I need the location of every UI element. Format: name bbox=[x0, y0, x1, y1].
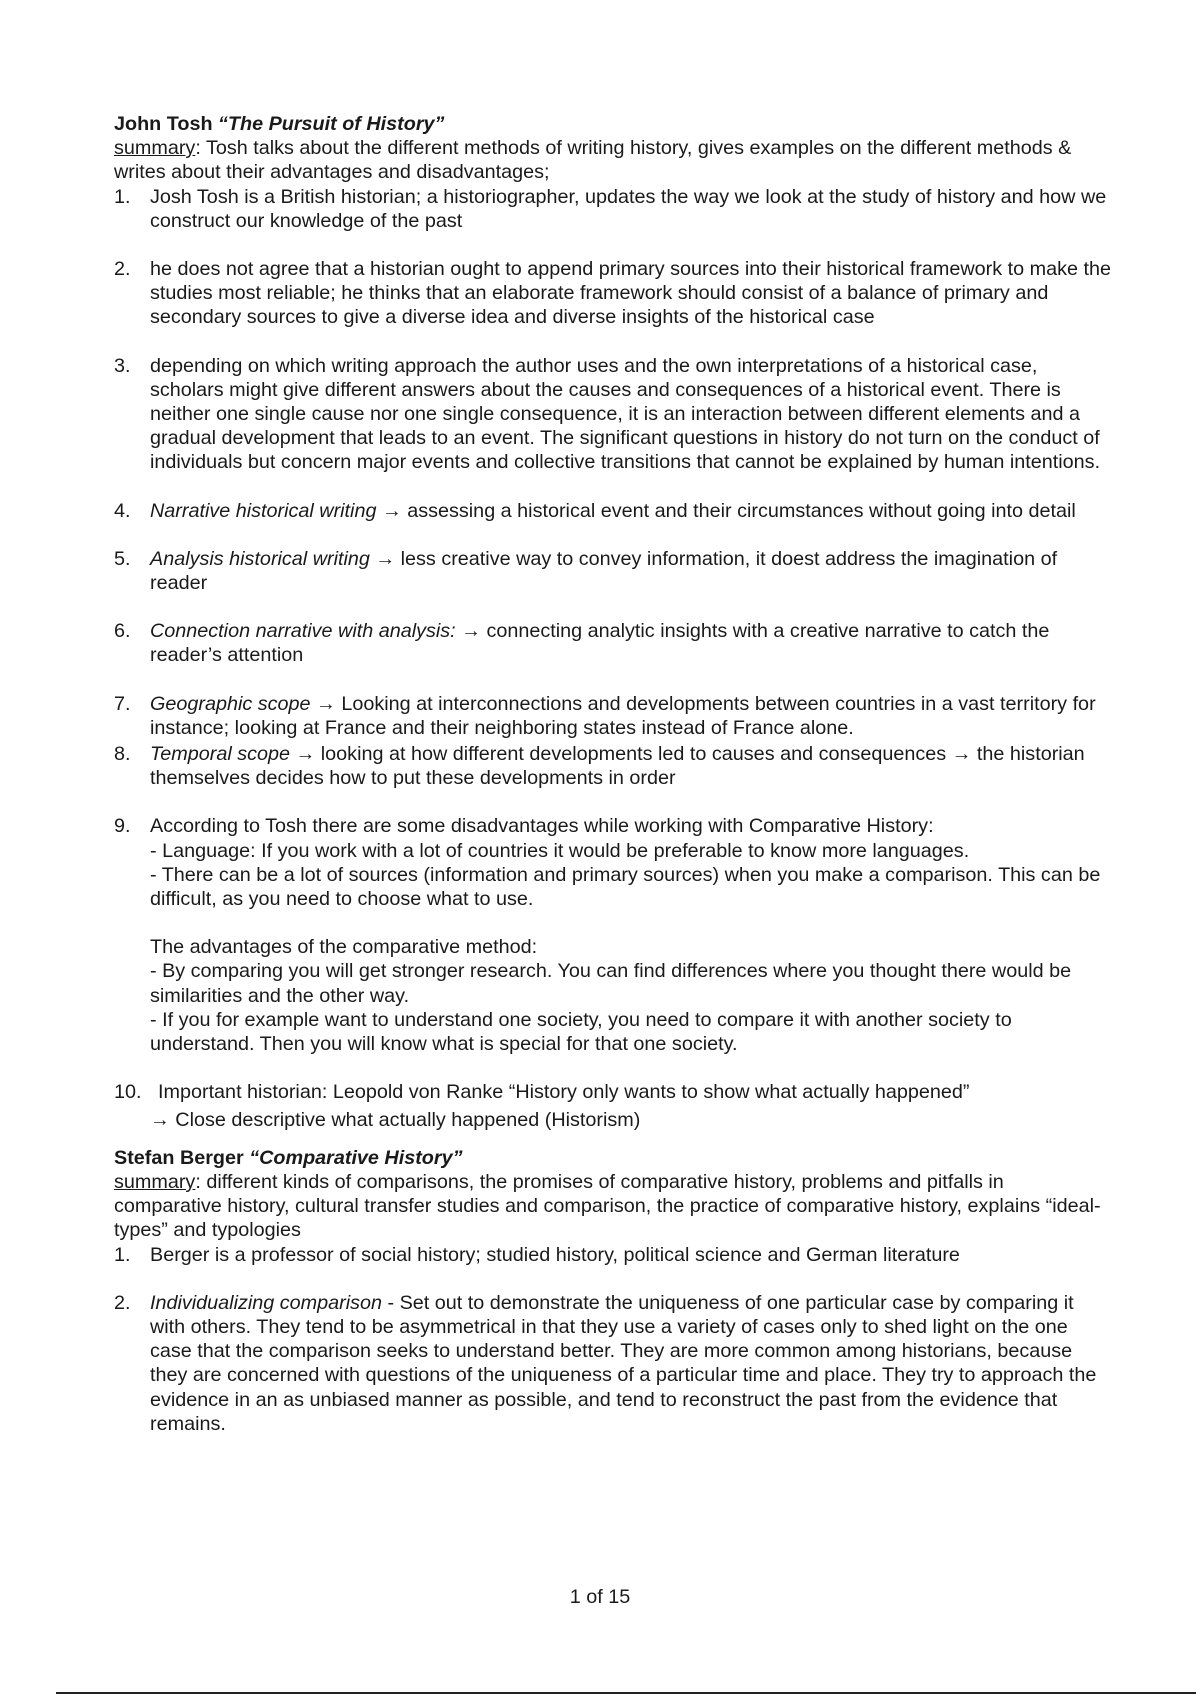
item-text: → Close descriptive what actually happened (Historism) bbox=[150, 1108, 641, 1131]
item-term: Analysis historical writing bbox=[150, 547, 370, 570]
tosh-section-title bbox=[114, 112, 1114, 136]
item-text: Josh Tosh is a British historian; a historiographer, updates the way we look at the study of history and how we construct our knowledge of the past bbox=[150, 185, 1107, 232]
item-text: depending on which writing approach the author uses and the own interpretations of a historical case, scholars might give different answers about the causes and consequences of a historical event. There is neither one single cause nor one single consequence, it is an interaction between different elements and a gradual development that leads to an event. The significant questions in history do not turn on the conduct of individuals but concern major events and collective transitions that cannot be explained by human intentions. bbox=[150, 354, 1101, 474]
item-text: Berger is a professor of social history; studied history, political science and German literature bbox=[150, 1243, 960, 1266]
item-term: Connection narrative with analysis: bbox=[150, 620, 456, 643]
list-item bbox=[114, 185, 1114, 233]
berger-summary-text: : different kinds of comparisons, the promises of comparative history, problems and pitfalls in comparative history, cultural transfer studies and comparison, the practice of comparative history, explains “ideal-types” and typologies bbox=[114, 1170, 1101, 1242]
page-number: 1 of 15 bbox=[569, 1586, 631, 1608]
list-item bbox=[114, 619, 1114, 667]
list-item bbox=[114, 257, 1114, 330]
item-text: - If you for example want to understand one society, you need to compare it with another society to understand. Then you will know what is special for that one society. bbox=[150, 1008, 1012, 1056]
item-text: he does not agree that a historian ought to append primary sources into their historical framework to make the studies most reliable; he thinks that an elaborate framework should consist of a balance of primary and secondary sources to give a diverse idea and diverse insights of the historical case bbox=[150, 258, 1112, 329]
item-number: 6. bbox=[114, 620, 131, 643]
berger-author: Stefan Berger bbox=[114, 1146, 250, 1169]
item-text: - Set out to demonstrate the uniqueness of one particular case by comparing it with others. They tend to be asymmetrical in that they use a variety of cases only to shed light on the one case that the comparison seeks to understand better. They are more common among historians, because they are concerned with questions of the uniqueness of a particular time and place. They try to approach the evidence in an as unbiased manner as possible, and tend to reconstruct the past from the evidence that remains. bbox=[150, 1291, 1097, 1435]
item-number: 7. bbox=[114, 692, 131, 715]
item-number: 8. bbox=[114, 743, 131, 766]
tosh-list bbox=[114, 185, 1114, 1132]
item-number: 2. bbox=[114, 258, 131, 281]
tosh-author: John Tosh bbox=[114, 113, 219, 135]
tosh-summary bbox=[114, 136, 1114, 184]
item-text: - There can be a lot of sources (information and primary sources) when you make a comparison. This can be difficult, as you need to choose what to use. bbox=[150, 863, 1101, 911]
berger-work-title: “Comparative History” bbox=[249, 1146, 463, 1169]
item-term: Narrative historical writing bbox=[150, 499, 377, 522]
item-number: 3. bbox=[114, 354, 131, 377]
list-item bbox=[114, 742, 1114, 790]
item-number: 4. bbox=[114, 499, 131, 522]
item-text: → Looking at interconnections and developments between countries in a vast territory for instance; looking at France and their neighboring states instead of France alone. bbox=[150, 692, 1096, 739]
list-item bbox=[114, 814, 1114, 1056]
item-text: The advantages of the comparative method: bbox=[150, 936, 538, 959]
list-item bbox=[114, 1291, 1114, 1436]
tosh-work-title: “The Pursuit of History” bbox=[218, 113, 445, 135]
item-text: According to Tosh there are some disadvantages while working with Comparative History: bbox=[150, 815, 934, 838]
item-text: → looking at how different developments led to causes and consequences → the historian themselves decides how to put these developments in order bbox=[150, 743, 1085, 790]
berger-summary bbox=[114, 1170, 1114, 1243]
list-item bbox=[114, 354, 1114, 475]
item-text: → less creative way to convey information, it doest address the imagination of reader bbox=[150, 547, 1058, 595]
item-term: Geographic scope bbox=[150, 692, 311, 715]
berger-summary-label: summary bbox=[114, 1170, 196, 1193]
list-item bbox=[114, 1080, 1114, 1131]
list-item bbox=[114, 547, 1114, 595]
tosh-summary-label: summary bbox=[114, 137, 196, 160]
item-term: Individualizing comparison bbox=[150, 1291, 383, 1314]
list-item bbox=[114, 1243, 1114, 1267]
tosh-summary-text: : Tosh talks about the different methods of writing history, gives examples on the different methods & writes about their advantages and disadvantages; bbox=[114, 137, 1072, 184]
item-text: - Language: If you work with a lot of countries it would be preferable to know more languages. bbox=[150, 839, 970, 862]
berger-section-title bbox=[114, 1146, 1114, 1170]
item-text: Important historian: Leopold von Ranke “History only wants to show what actually happened” bbox=[158, 1081, 970, 1104]
item-number: 2. bbox=[114, 1291, 131, 1314]
item-number: 9. bbox=[114, 815, 131, 838]
item-number: 5. bbox=[114, 547, 131, 570]
item-term: Temporal scope bbox=[150, 743, 291, 766]
item-number: 1. bbox=[114, 185, 131, 208]
list-item bbox=[114, 692, 1114, 740]
item-text: → connecting analytic insights with a creative narrative to catch the reader’s attention bbox=[150, 620, 1050, 667]
item-number: 10. bbox=[114, 1081, 142, 1104]
item-text: - By comparing you will get stronger research. You can find differences where you thought there would be similarities and the other way. bbox=[150, 960, 1072, 1007]
berger-list bbox=[114, 1243, 1114, 1436]
item-number: 1. bbox=[114, 1243, 131, 1266]
document-page bbox=[114, 112, 1114, 1436]
bottom-divider bbox=[56, 1692, 1196, 1694]
list-item bbox=[114, 499, 1114, 523]
item-text: → assessing a historical event and their circumstances without going into detail bbox=[376, 499, 1076, 522]
